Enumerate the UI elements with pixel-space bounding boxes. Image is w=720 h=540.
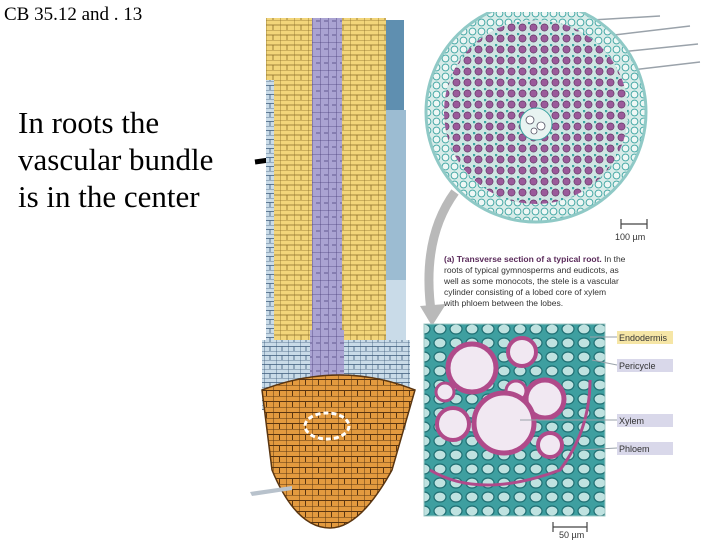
caption-heading [444,254,626,264]
main-text-line-3: is in the center [18,179,200,215]
xylem-label: Xylem [619,416,645,426]
scale-bar-top-label: 100 µm [615,232,646,242]
slide-reference: CB 35.12 and . 13 [4,4,143,25]
longitudinal-root-section [250,18,425,530]
caption-line-4: with phloem between the lobes. [444,298,564,308]
root-anatomy-figure [246,12,720,540]
caption-line-3: cylinder consisting of a lobed core of xylem [444,287,607,297]
endodermis-label: Endodermis [619,333,668,343]
scale-bar-bottom-label: 50 µm [559,530,585,540]
pericycle-label: Pericycle [619,361,656,371]
caption-title: (a) Transverse section of a typical root. [444,254,602,264]
caption-line-1: roots of typical gymnosperms and eudicots, as [444,265,619,275]
micrograph-labels [617,331,673,455]
xylem-micrograph [424,324,617,540]
main-text-line-1: In roots the [18,105,160,140]
figure-caption [443,254,626,308]
caption-title-rest: In the [601,254,626,264]
main-text-line-2: vascular bundle [18,142,214,178]
caption-line-2: well as some monocots, the stele is a vascular [444,276,619,286]
phloem-label: Phloem [619,444,650,454]
